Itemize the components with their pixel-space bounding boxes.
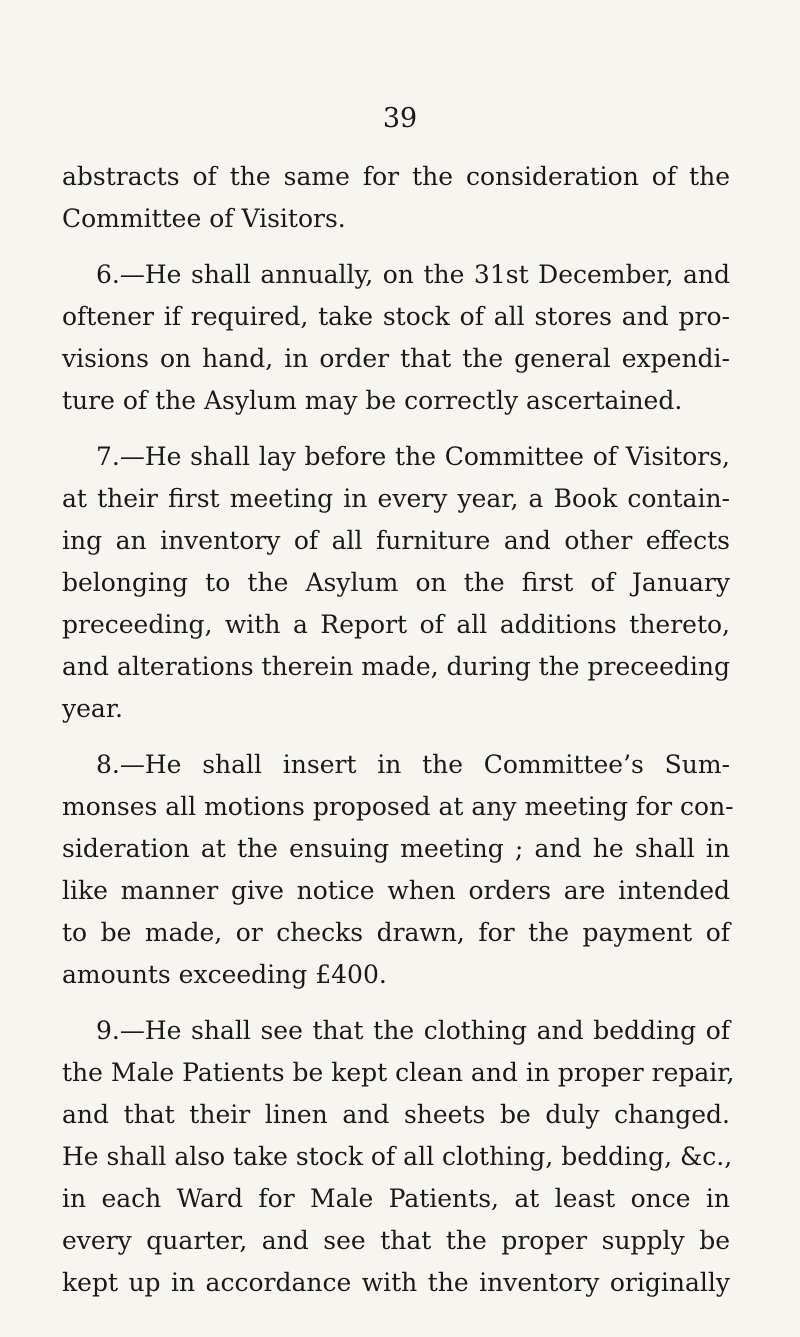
text-line: Committee of Visitors. [62,204,346,233]
text-line: sideration at the ensuing meeting ; and he shall in [62,834,730,863]
paragraph-9-start: 9.—He shall see that the clothing and bedding of [96,1016,730,1045]
text-line: visions on hand, in order that the general expendi- [62,344,730,373]
text-line: every quarter, and see that the proper supply be [62,1226,730,1255]
text-line: to be made, or checks drawn, for the payment of [62,918,730,947]
text-line: kept up in accordance with the inventory originally [62,1268,730,1297]
text-line: He shall also take stock of all clothing, bedding, &c., [62,1142,733,1171]
text-line: at their first meeting in every year, a Book contain- [62,484,730,513]
text-line: year. [62,694,123,723]
text-line: in each Ward for Male Patients, at least once in [62,1184,730,1213]
text-line: belonging to the Asylum on the first of January [62,568,730,597]
text-line: monses all motions proposed at any meeting for con- [62,792,734,821]
text-line: like manner give notice when orders are intended [62,876,730,905]
text-line: ture of the Asylum may be correctly ascertained. [62,386,683,415]
text-line: and that their linen and sheets be duly changed. [62,1100,730,1129]
text-line: and alterations therein made, during the preceeding [62,652,730,681]
text-line: ing an inventory of all furniture and other effects [62,526,730,555]
text-line: preceeding, with a Report of all additions thereto, [62,610,730,639]
paragraph-8-start: 8.—He shall insert in the Committee’s Sum- [96,750,730,779]
text-line: abstracts of the same for the consideration of the [62,162,730,191]
paragraph-6-start: 6.—He shall annually, on the 31st December, and [96,260,730,289]
page-number: 39 [382,103,418,134]
text-line: oftener if required, take stock of all stores and pro- [62,302,730,331]
text-line: the Male Patients be kept clean and in proper repair, [62,1058,735,1087]
paragraph-7-start: 7.—He shall lay before the Committee of Visitors, [96,442,730,471]
text-line: amounts exceeding £400. [62,960,387,989]
